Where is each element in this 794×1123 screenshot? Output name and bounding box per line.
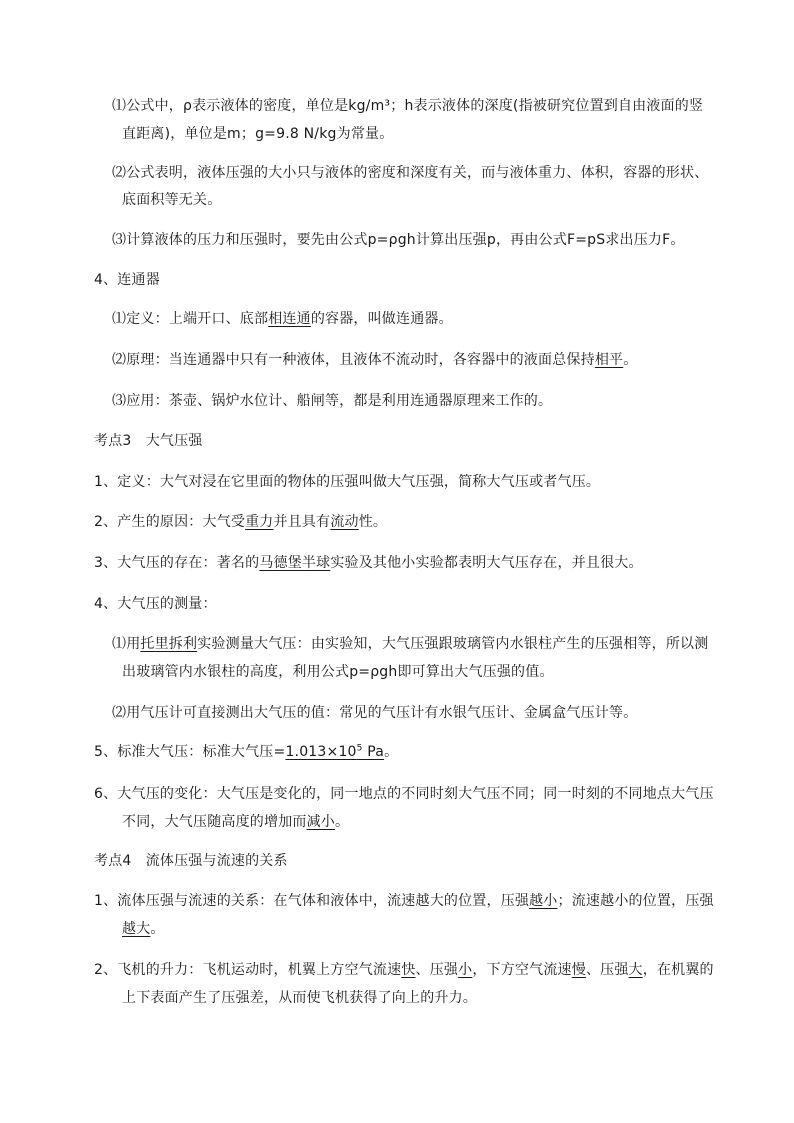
text-span: 1、流体压强与流速的关系：在气体和液体中，流速越大的位置，压强 xyxy=(94,893,530,909)
text-span: 实验测量大气压：由实验知，大气压强跟玻璃管内水银柱产生的压强相等，所以测 xyxy=(197,636,709,652)
text-span: 性。 xyxy=(358,514,388,530)
underlined-answer: 小 xyxy=(458,962,473,978)
text-span: 。 xyxy=(384,744,399,760)
text-span: ，在机翼的 xyxy=(642,962,714,978)
text-span: Pa xyxy=(362,744,385,760)
text-span: ，下方空气流速 xyxy=(472,962,572,978)
underlined-answer: 快 xyxy=(401,962,416,978)
text-span: 不同，大气压随高度的增加而 xyxy=(122,814,307,830)
section-heading: 考点4 流体压强与流速的关系 xyxy=(94,853,288,869)
text-line xyxy=(94,512,387,532)
text-line xyxy=(94,553,643,573)
text-line: ⑶计算液体的压力和压强时，要先由公式p=ρgh计算出压强p，再由公式F=pS求出压力F。 xyxy=(112,232,685,248)
underlined-answer: 马德堡半球 xyxy=(259,555,331,571)
text-line: 4、大气压的测量： xyxy=(94,596,217,612)
underlined-answer: 流动 xyxy=(330,514,359,530)
text-span: 。 xyxy=(150,921,165,937)
text-line: ⑵公式表明，液体压强的大小只与液体的密度和深度有关，而与液体重力、体积，容器的形状、 xyxy=(112,165,709,181)
text-span: 、压强 xyxy=(585,962,629,978)
text-line xyxy=(112,634,708,654)
underlined-answer: 托里拆利 xyxy=(140,636,198,652)
underlined-answer: 越大 xyxy=(122,921,151,937)
underlined-answer: 慢 xyxy=(571,962,586,978)
text-line xyxy=(112,350,637,370)
underlined-answer: 相连通 xyxy=(268,311,311,327)
text-line: 出玻璃管内水银柱的高度，利用公式p=ρgh即可算出大气压强的值。 xyxy=(122,664,554,680)
text-span: 2、飞机的升力：飞机运动时，机翼上方空气流速 xyxy=(94,962,402,978)
text-span: 的容器，叫做连通器。 xyxy=(310,311,453,327)
text-line xyxy=(122,919,165,939)
text-line: 上下表面产生了压强差，从而使飞机获得了向上的升力。 xyxy=(122,990,477,1006)
text-span: ⑵原理：当连通器中只有一种液体，且液体不流动时，各容器中的液面总保持 xyxy=(112,352,595,368)
section-heading: 考点3 大气压强 xyxy=(94,433,203,449)
text-span: 。 xyxy=(623,352,638,368)
text-span: 、压强 xyxy=(415,962,459,978)
text-span: 实验及其他小实验都表明大气压存在，并且很大。 xyxy=(330,555,643,571)
underlined-answer: 越小 xyxy=(529,893,558,909)
underlined-answer: 相平 xyxy=(594,352,624,368)
text-line: ⑵用气压计可直接测出大气压的值：常见的气压计有水银气压计、金属盒气压计等。 xyxy=(112,705,638,721)
text-line xyxy=(94,960,714,980)
text-line: 6、大气压的变化：大气压是变化的，同一地点的不同时刻大气压不同；同一时刻的不同地点大气压 xyxy=(94,786,714,802)
superscript: 5 xyxy=(356,743,363,754)
text-line: ⑴公式中，ρ表示液体的密度，单位是kg/m³；h表示液体的深度(指被研究位置到自由液面的竖 xyxy=(112,98,704,114)
text-span: ；流速越小的位置，压强 xyxy=(557,893,714,909)
text-line xyxy=(94,891,714,911)
underlined-answer: 减小 xyxy=(306,814,336,830)
text-line xyxy=(112,309,453,329)
underlined-answer: 大 xyxy=(628,962,643,978)
section-heading: 4、连通器 xyxy=(94,272,160,288)
underlined-answer: 重力 xyxy=(245,514,274,530)
text-line: 直距离)，单位是m；g=9.8 N/kg为常量。 xyxy=(122,126,394,142)
text-span: 2、产生的原因：大气受 xyxy=(94,514,246,530)
text-line: ⑶应用：茶壶、锅炉水位计、船闸等，都是利用连通器原理来工作的。 xyxy=(112,393,553,409)
text-span: 。 xyxy=(335,814,350,830)
text-span: 5、标准大气压：标准大气压= xyxy=(94,744,286,760)
text-line: 底面积等无关。 xyxy=(122,192,222,208)
text-span: ⑴用 xyxy=(112,636,141,652)
text-span: 并且具有 xyxy=(273,514,331,530)
underlined-answer xyxy=(285,744,384,760)
text-line xyxy=(94,742,398,762)
text-span: 3、大气压的存在：著名的 xyxy=(94,555,260,571)
text-line xyxy=(122,812,349,832)
text-line: 1、定义：大气对浸在它里面的物体的压强叫做大气压强，简称大气压或者气压。 xyxy=(94,474,601,490)
text-span: 1.013×10 xyxy=(285,744,357,760)
text-span: ⑴定义：上端开口、底部 xyxy=(112,311,269,327)
